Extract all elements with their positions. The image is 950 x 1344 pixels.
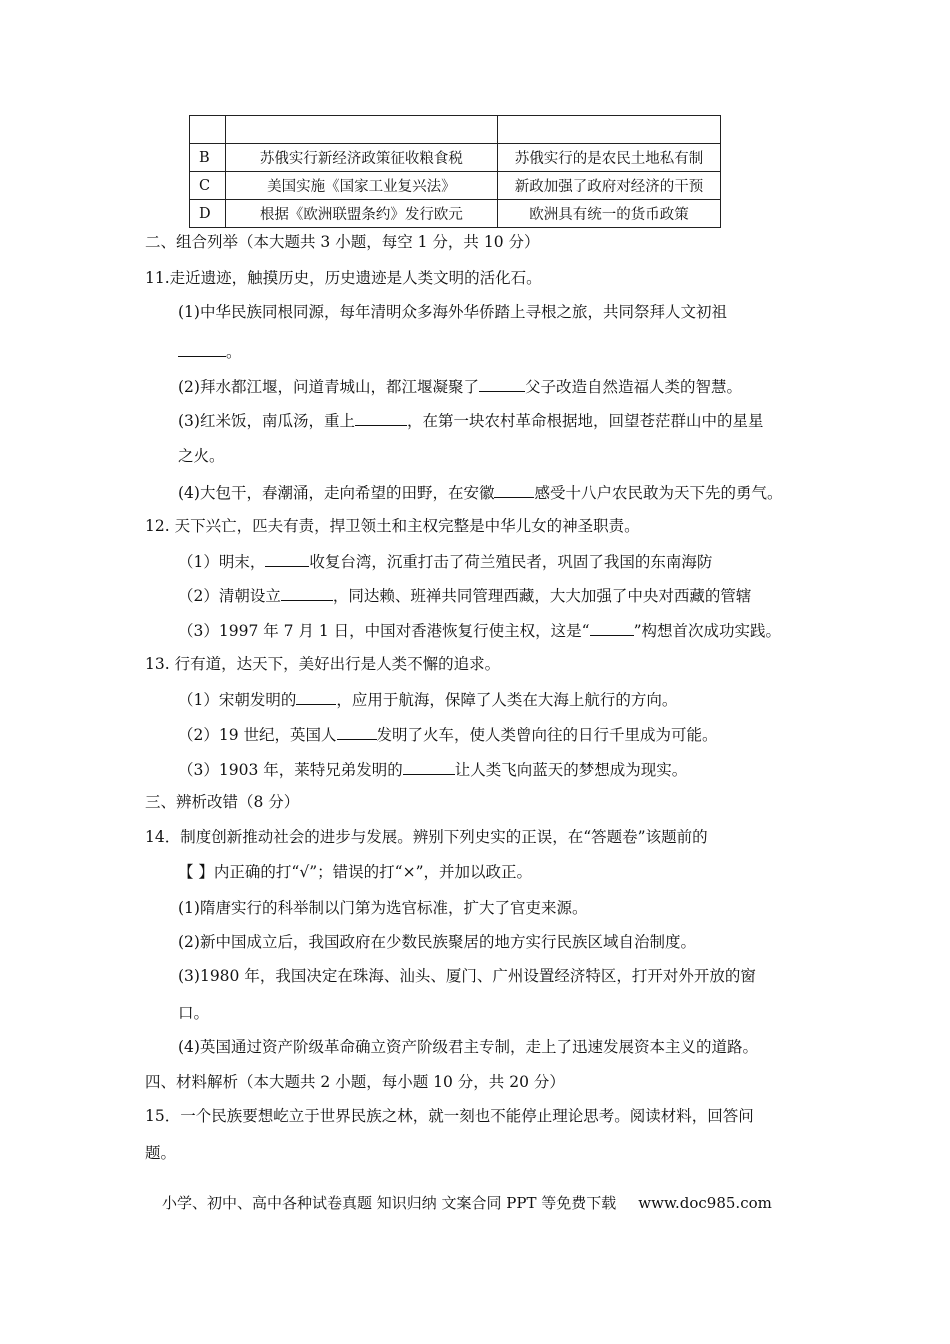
option-key <box>190 116 226 144</box>
question-14-1: (1)隋唐实行的科举制以门第为选官标准，扩大了官吏来源。 <box>178 899 588 917</box>
question-14-4: (4)英国通过资产阶级革命确立资产阶级君主专制，走上了迅速发展资本主义的道路。 <box>178 1038 758 1056</box>
option-event <box>225 116 497 144</box>
answer-blank[interactable] <box>265 550 309 567</box>
answer-blank[interactable] <box>403 758 455 775</box>
question-11-1-cont: 。 <box>178 340 242 362</box>
answer-blank[interactable] <box>355 409 407 426</box>
table-row <box>190 144 721 172</box>
question-11-1: (1)中华民族同根同源，每年清明众多海外华侨踏上寻根之旅，共同祭拜人文初祖 <box>178 303 727 321</box>
question-13-3: （3）1903 年，莱特兄弟发明的 让人类飞向蓝天的梦想成为现实。 <box>178 758 687 780</box>
option-explain: 苏俄实行的是农民土地私有制 <box>498 144 721 172</box>
question-11-4: (4)大包干，春潮涌，走向希望的田野，在安徽 感受十八户农民敢为天下先的勇气。 <box>178 481 782 503</box>
question-11-3: (3)红米饭，南瓜汤，重上 ，在第一块农村革命根据地，回望苍茫群山中的星星 <box>178 409 763 431</box>
question-14-3-cont: 口。 <box>178 1004 210 1022</box>
question-13-stem: 13. 行有道，达天下，美好出行是人类不懈的追求。 <box>145 655 501 673</box>
table-row <box>190 116 721 144</box>
option-key: D <box>190 200 226 228</box>
option-event: 苏俄实行新经济政策征收粮食税 <box>225 144 497 172</box>
answer-blank[interactable] <box>178 340 226 357</box>
answer-blank[interactable] <box>590 619 634 636</box>
option-event: 根据《欧洲联盟条约》发行欧元 <box>225 200 497 228</box>
question-14-2: (2)新中国成立后，我国政府在少数民族聚居的地方实行民族区域自治制度。 <box>178 933 696 951</box>
question-12-stem: 12. 天下兴亡，匹夫有责，捍卫领土和主权完整是中华儿女的神圣职责。 <box>145 517 640 535</box>
question-11-2: (2)拜水都江堰，问道青城山，都江堰凝聚了 父子改造自然造福人类的智慧。 <box>178 375 742 397</box>
option-key: C <box>190 172 226 200</box>
question-12-1: （1）明末， 收复台湾，沉重打击了荷兰殖民者，巩固了我国的东南海防 <box>178 550 712 572</box>
option-explain <box>498 116 721 144</box>
table-row <box>190 200 721 228</box>
option-explain: 新政加强了政府对经济的干预 <box>498 172 721 200</box>
question-14-stem-cont: 【 】内正确的打“√”；错误的打“×”，并加以政正。 <box>178 863 532 881</box>
table-row <box>190 172 721 200</box>
question-15-stem: 15．一个民族要想屹立于世界民族之林，就一刻也不能停止理论思考。阅读材料，回答问 <box>145 1107 754 1125</box>
question-14-3: (3)1980 年，我国决定在珠海、汕头、厦门、广州设置经济特区，打开对外开放的窗 <box>178 967 756 985</box>
option-event: 美国实施《国家工业复兴法》 <box>225 172 497 200</box>
question-12-3: （3）1997 年 7 月 1 日，中国对香港恢复行使主权，这是“ ”构想首次成功实践。 <box>178 619 781 641</box>
options-table <box>189 115 721 228</box>
option-key: B <box>190 144 226 172</box>
page-footer <box>162 1192 772 1213</box>
question-14-stem: 14．制度创新推动社会的进步与发展。辨别下列史实的正误，在“答题卷”该题前的 <box>145 828 708 846</box>
answer-blank[interactable] <box>281 584 333 601</box>
footer-url[interactable]: www.doc985.com <box>638 1194 772 1212</box>
question-12-2: （2）清朝设立 ，同达赖、班禅共同管理西藏，大大加强了中央对西藏的管辖 <box>178 584 751 606</box>
answer-blank[interactable] <box>296 688 336 705</box>
option-explain: 欧洲具有统一的货币政策 <box>498 200 721 228</box>
question-13-2: （2）19 世纪，英国人 发明了火车，使人类曾向往的日行千里成为可能。 <box>178 723 718 745</box>
question-13-1: （1）宋朝发明的 ，应用于航海，保障了人类在大海上航行的方向。 <box>178 688 677 710</box>
question-11-3-cont: 之火。 <box>178 447 225 465</box>
answer-blank[interactable] <box>494 481 534 498</box>
question-15-stem-cont: 题。 <box>145 1144 177 1162</box>
footer-text: 小学、初中、高中各种试卷真题 知识归纳 文案合同 PPT 等免费下载 <box>162 1194 617 1212</box>
answer-blank[interactable] <box>337 723 377 740</box>
section-heading-2: 二、组合列举（本大题共 3 小题，每空 1 分，共 10 分） <box>145 233 540 251</box>
question-11-stem: 11.走近遗迹，触摸历史，历史遗迹是人类文明的活化石。 <box>145 269 542 287</box>
answer-blank[interactable] <box>479 375 525 392</box>
section-heading-3: 三、辨析改错（8 分） <box>145 793 300 811</box>
section-heading-4: 四、材料解析（本大题共 2 小题，每小题 10 分，共 20 分） <box>145 1073 565 1091</box>
